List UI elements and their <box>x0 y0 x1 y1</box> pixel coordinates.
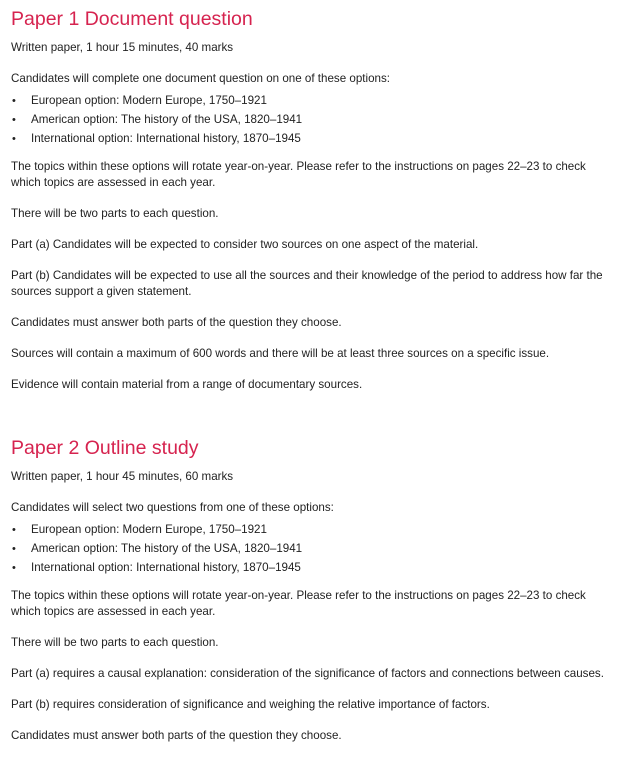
options-intro: Candidates will select two questions from one of these options: <box>11 501 334 514</box>
paragraph: There will be two parts to each question. <box>11 207 219 220</box>
option-text: International option: International history, 1870–1945 <box>31 132 301 145</box>
bullet-icon: • <box>12 543 16 555</box>
option-text: European option: Modern Europe, 1750–1921 <box>31 94 267 107</box>
option-text: European option: Modern Europe, 1750–1921 <box>31 523 267 536</box>
paragraph: Part (b) Candidates will be expected to use all the sources and their knowledge of the period to address how far the sources support a given statement. <box>11 269 603 298</box>
list-item <box>11 112 611 131</box>
option-text: American option: The history of the USA, 1820–1941 <box>31 113 303 126</box>
paper-1-section <box>11 7 611 393</box>
paragraph: The topics within these options will rotate year-on-year. Please refer to the instructions on pages 22–23 to check which topics are assessed in each year. <box>11 160 586 189</box>
paragraph: Sources will contain a maximum of 600 words and there will be at least three sources on a specific issue. <box>11 347 550 360</box>
paragraph: Evidence will contain material from a range of documentary sources. <box>11 378 363 391</box>
paragraph: Part (a) Candidates will be expected to consider two sources on one aspect of the material. <box>11 238 479 251</box>
section-title: Paper 1 Document question <box>11 8 253 30</box>
bullet-icon: • <box>12 133 16 145</box>
section-subtitle: Written paper, 1 hour 45 minutes, 60 marks <box>11 470 234 483</box>
paragraph: Part (a) requires a causal explanation: consideration of the significance of factors and connections between causes. <box>11 667 604 680</box>
options-list <box>11 522 611 579</box>
paper-2-section <box>11 436 611 744</box>
paragraph: Part (b) requires consideration of significance and weighing the relative importance of factors. <box>11 698 490 711</box>
option-text: American option: The history of the USA, 1820–1941 <box>31 542 303 555</box>
list-item <box>11 522 611 541</box>
paragraph: Candidates must answer both parts of the question they choose. <box>11 316 342 329</box>
paragraph: Candidates must answer both parts of the question they choose. <box>11 729 342 742</box>
options-list <box>11 93 611 150</box>
list-item <box>11 560 611 579</box>
options-intro: Candidates will complete one document question on one of these options: <box>11 72 390 85</box>
bullet-icon: • <box>12 95 16 107</box>
list-item <box>11 93 611 112</box>
paragraph: There will be two parts to each question. <box>11 636 219 649</box>
section-subtitle: Written paper, 1 hour 15 minutes, 40 marks <box>11 41 234 54</box>
bullet-icon: • <box>12 114 16 126</box>
list-item <box>11 131 611 150</box>
bullet-icon: • <box>12 562 16 574</box>
paragraph: The topics within these options will rotate year-on-year. Please refer to the instructions on pages 22–23 to check which topics are assessed in each year. <box>11 589 586 618</box>
bullet-icon: • <box>12 524 16 536</box>
section-title: Paper 2 Outline study <box>11 437 199 459</box>
list-item <box>11 541 611 560</box>
option-text: International option: International history, 1870–1945 <box>31 561 301 574</box>
